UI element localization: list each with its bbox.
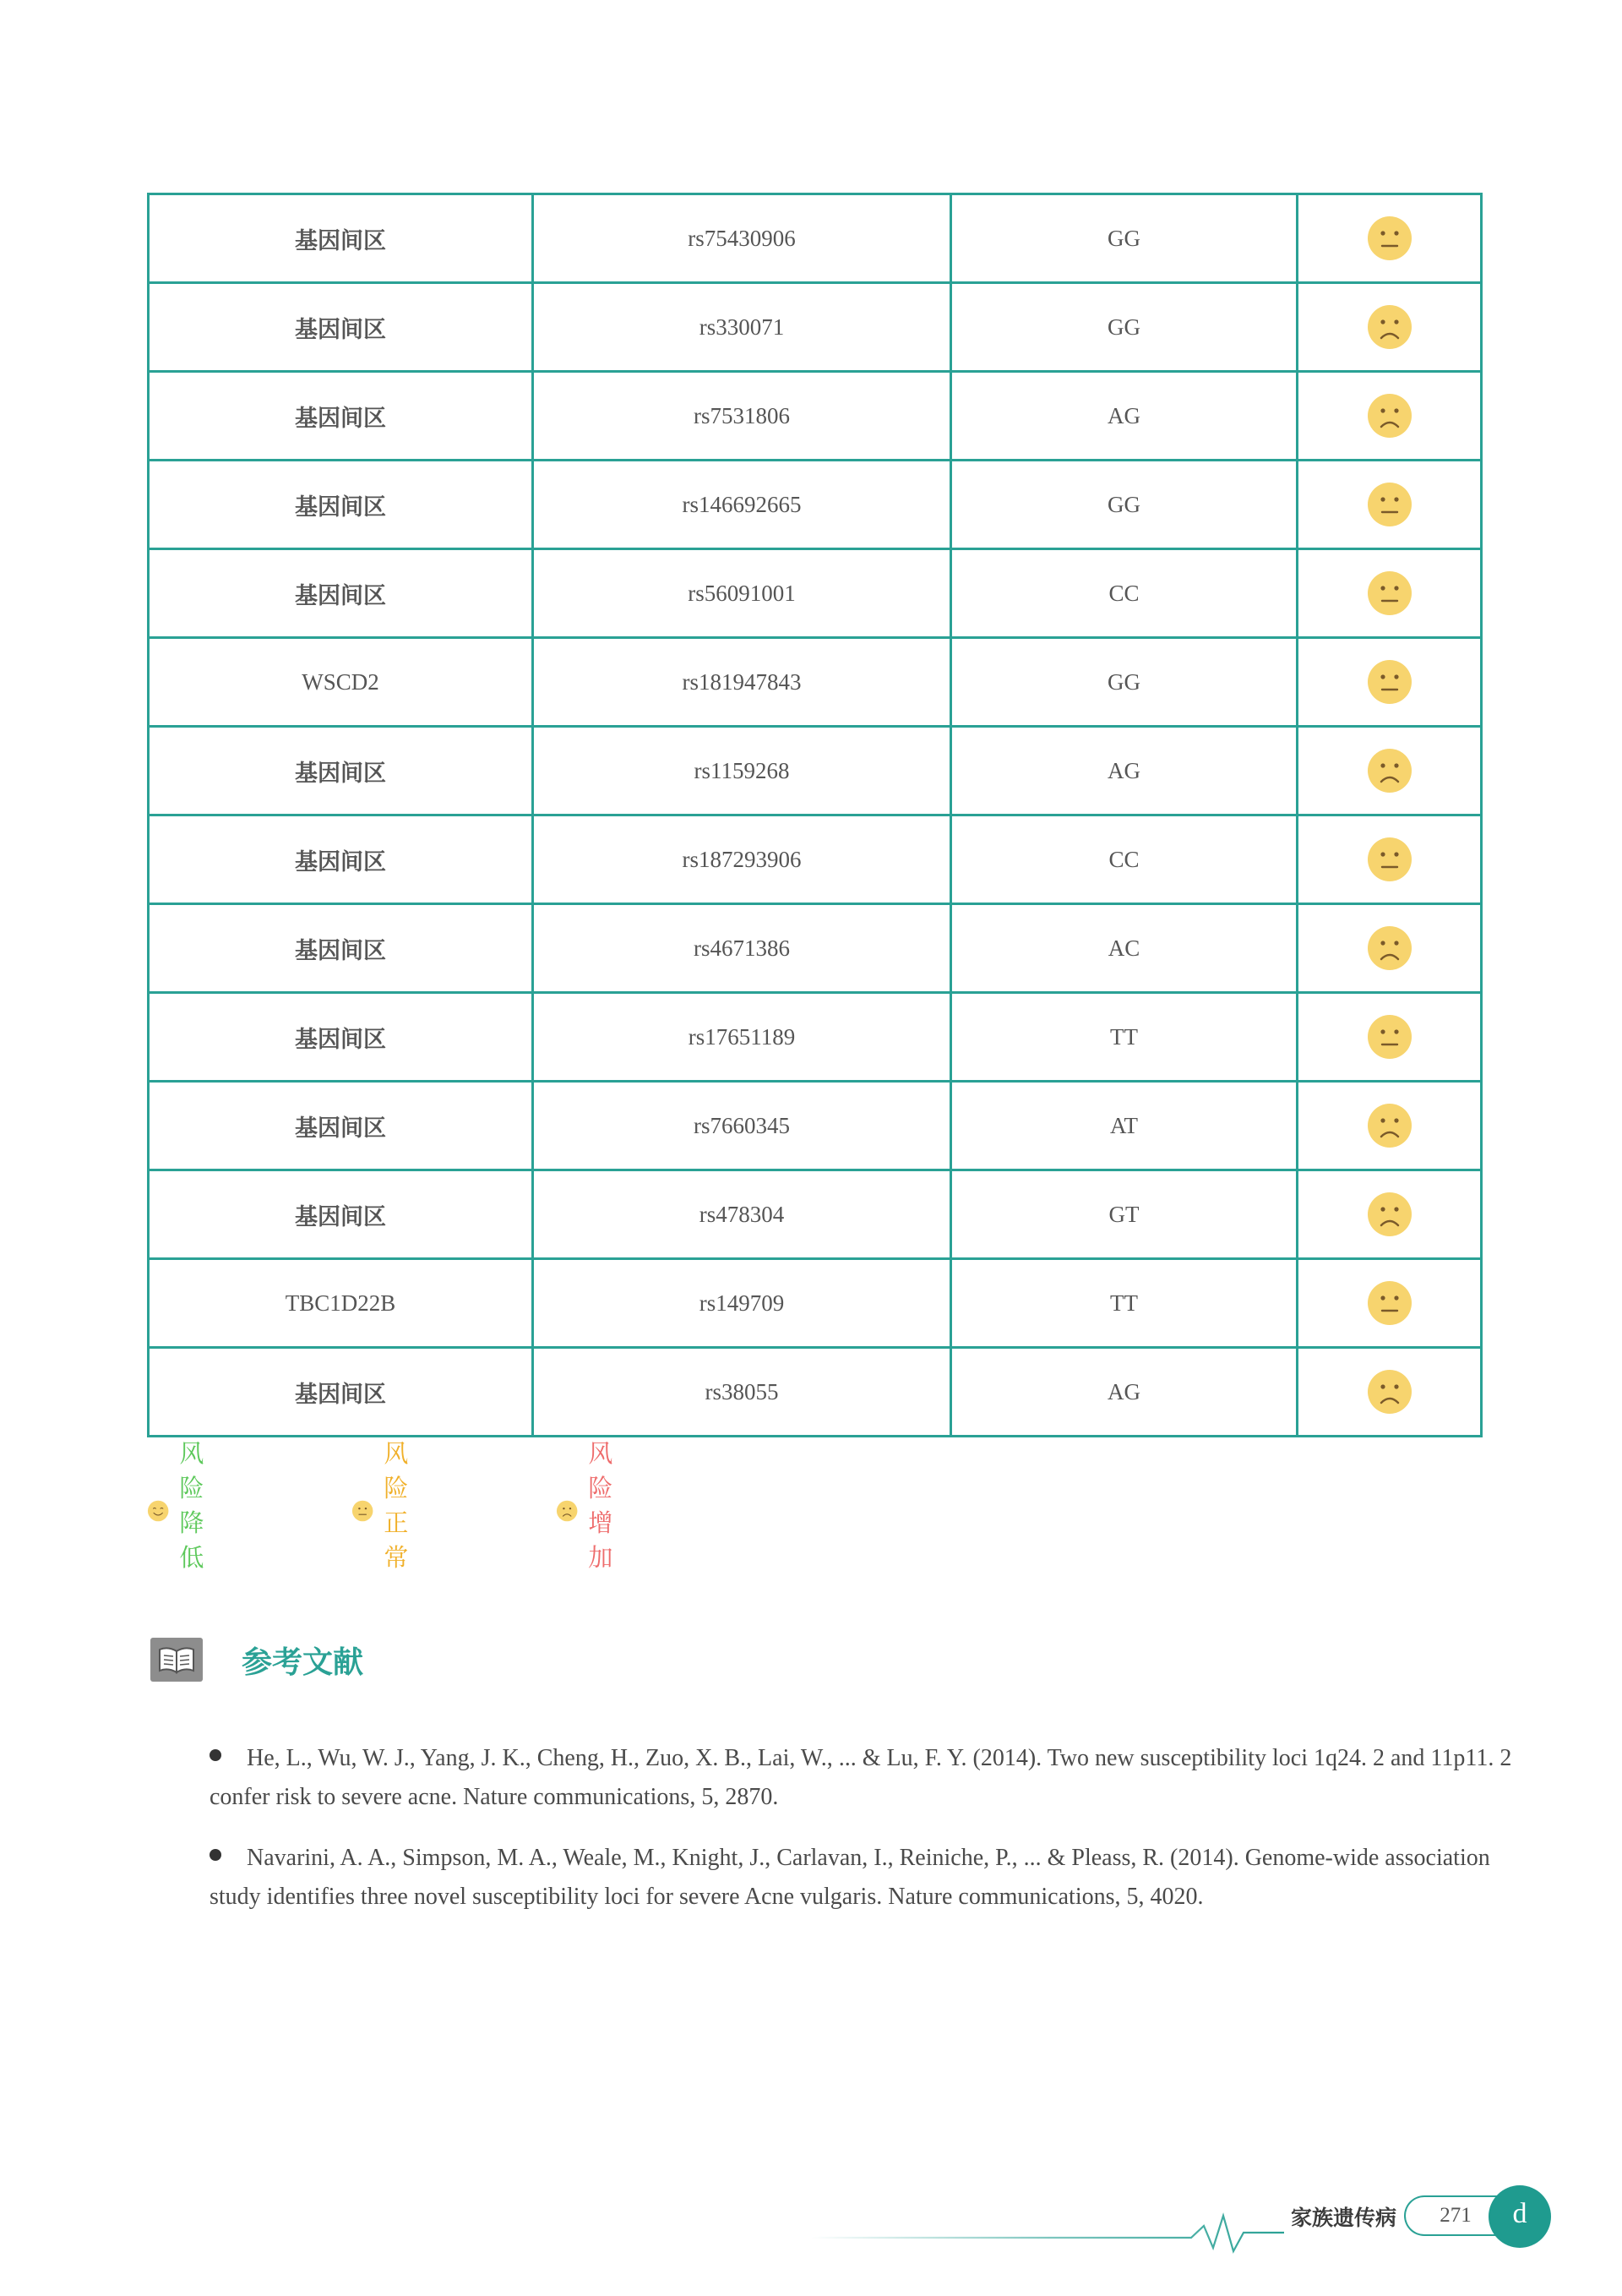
risk-cell bbox=[1298, 283, 1482, 372]
table-row bbox=[149, 283, 1482, 372]
snp-cell: rs187293906 bbox=[533, 815, 951, 904]
sad-face-icon bbox=[1366, 924, 1413, 972]
neutral-face-icon bbox=[1366, 1013, 1413, 1061]
book-icon bbox=[150, 1638, 203, 1682]
table-row bbox=[149, 1348, 1482, 1437]
gene-cell: 基因间区 bbox=[149, 461, 533, 549]
gene-cell: 基因间区 bbox=[149, 1082, 533, 1170]
references-header bbox=[150, 1638, 363, 1682]
legend-normal bbox=[351, 1439, 432, 1572]
genotype-cell: GT bbox=[951, 1170, 1298, 1259]
legend-normal-label: 风险正常 bbox=[384, 1439, 409, 1572]
reference-text: He, L., Wu, W. J., Yang, J. K., Cheng, H., Zuo, X. B., Lai, W., ... & Lu, F. Y. (2014). Two new susceptibility loci 1q24. 2 and 11p11. 2 confer risk to severe acne. Nature communications, 5, 2870. bbox=[210, 1745, 1512, 1810]
table-row bbox=[149, 1259, 1482, 1348]
gene-cell: 基因间区 bbox=[149, 372, 533, 461]
risk-cell bbox=[1298, 815, 1482, 904]
genotype-table-body bbox=[149, 194, 1482, 1437]
legend-increased bbox=[556, 1439, 636, 1572]
genotype-cell: AG bbox=[951, 372, 1298, 461]
sad-face-icon bbox=[1366, 1102, 1413, 1149]
gene-cell: 基因间区 bbox=[149, 727, 533, 815]
table-row bbox=[149, 461, 1482, 549]
snp-cell: rs56091001 bbox=[533, 549, 951, 638]
snp-cell: rs7660345 bbox=[533, 1082, 951, 1170]
gene-cell: WSCD2 bbox=[149, 638, 533, 727]
table-row bbox=[149, 727, 1482, 815]
table-row bbox=[149, 1082, 1482, 1170]
smile-face-icon bbox=[147, 1488, 169, 1534]
risk-cell bbox=[1298, 1348, 1482, 1437]
snp-cell: rs17651189 bbox=[533, 993, 951, 1082]
neutral-face-icon bbox=[1366, 836, 1413, 883]
legend-decreased bbox=[147, 1439, 227, 1572]
bullet-icon bbox=[210, 1849, 221, 1861]
table-row bbox=[149, 372, 1482, 461]
table-row bbox=[149, 1170, 1482, 1259]
table-row bbox=[149, 638, 1482, 727]
genotype-table-wrap bbox=[147, 193, 1480, 1437]
neutral-face-icon bbox=[351, 1488, 373, 1534]
gene-cell: 基因间区 bbox=[149, 904, 533, 993]
snp-cell: rs146692665 bbox=[533, 461, 951, 549]
risk-cell bbox=[1298, 638, 1482, 727]
table-row bbox=[149, 904, 1482, 993]
gene-cell: 基因间区 bbox=[149, 993, 533, 1082]
snp-cell: rs149709 bbox=[533, 1259, 951, 1348]
genotype-cell: TT bbox=[951, 993, 1298, 1082]
snp-cell: rs75430906 bbox=[533, 194, 951, 283]
risk-cell bbox=[1298, 194, 1482, 283]
snp-cell: rs478304 bbox=[533, 1170, 951, 1259]
page-number: 271 bbox=[1404, 2195, 1505, 2236]
neutral-face-icon bbox=[1366, 215, 1413, 262]
neutral-face-icon bbox=[1366, 481, 1413, 528]
sad-face-icon bbox=[556, 1488, 578, 1534]
risk-cell bbox=[1298, 1082, 1482, 1170]
snp-cell: rs1159268 bbox=[533, 727, 951, 815]
genotype-table bbox=[147, 193, 1483, 1437]
risk-cell bbox=[1298, 549, 1482, 638]
snp-cell: rs330071 bbox=[533, 283, 951, 372]
genotype-cell: AG bbox=[951, 1348, 1298, 1437]
section-label: 家族遗传病 bbox=[1291, 2206, 1397, 2230]
risk-cell bbox=[1298, 727, 1482, 815]
reference-item bbox=[210, 1839, 1544, 1917]
section-badge: d bbox=[1489, 2185, 1551, 2248]
gene-cell: 基因间区 bbox=[149, 283, 533, 372]
risk-cell bbox=[1298, 1170, 1482, 1259]
gene-cell: 基因间区 bbox=[149, 815, 533, 904]
snp-cell: rs181947843 bbox=[533, 638, 951, 727]
sad-face-icon bbox=[1366, 392, 1413, 439]
gene-cell: 基因间区 bbox=[149, 1170, 533, 1259]
risk-cell bbox=[1298, 993, 1482, 1082]
references-list bbox=[210, 1739, 1544, 1939]
genotype-cell: TT bbox=[951, 1259, 1298, 1348]
genotype-cell: GG bbox=[951, 638, 1298, 727]
risk-cell bbox=[1298, 372, 1482, 461]
gene-cell: 基因间区 bbox=[149, 1348, 533, 1437]
table-row bbox=[149, 815, 1482, 904]
genotype-cell: GG bbox=[951, 283, 1298, 372]
neutral-face-icon bbox=[1366, 1279, 1413, 1327]
risk-cell bbox=[1298, 904, 1482, 993]
risk-cell bbox=[1298, 461, 1482, 549]
neutral-face-icon bbox=[1366, 570, 1413, 617]
bullet-icon bbox=[210, 1749, 221, 1761]
table-row bbox=[149, 549, 1482, 638]
neutral-face-icon bbox=[1366, 658, 1413, 706]
sad-face-icon bbox=[1366, 1368, 1413, 1415]
sad-face-icon bbox=[1366, 303, 1413, 351]
sad-face-icon bbox=[1366, 1191, 1413, 1238]
snp-cell: rs7531806 bbox=[533, 372, 951, 461]
genotype-cell: CC bbox=[951, 815, 1298, 904]
snp-cell: rs4671386 bbox=[533, 904, 951, 993]
reference-item bbox=[210, 1739, 1544, 1817]
genotype-cell: AC bbox=[951, 904, 1298, 993]
reference-text: Navarini, A. A., Simpson, M. A., Weale, M., Knight, J., Carlavan, I., Reiniche, P., ... & Pleass, R. (2014). Genome-wide association study identifies three novel susceptibility loci for severe Acne vulgaris. Nature communications, 5, 4020. bbox=[210, 1845, 1490, 1910]
page-footer bbox=[0, 2163, 1622, 2296]
sad-face-icon bbox=[1366, 747, 1413, 794]
legend-increased-label: 风险增加 bbox=[588, 1439, 613, 1572]
genotype-cell: AG bbox=[951, 727, 1298, 815]
risk-cell bbox=[1298, 1259, 1482, 1348]
gene-cell: TBC1D22B bbox=[149, 1259, 533, 1348]
gene-cell: 基因间区 bbox=[149, 194, 533, 283]
table-row bbox=[149, 194, 1482, 283]
genotype-cell: GG bbox=[951, 194, 1298, 283]
legend-decreased-label: 风险降低 bbox=[179, 1439, 204, 1572]
gene-cell: 基因间区 bbox=[149, 549, 533, 638]
genotype-cell: AT bbox=[951, 1082, 1298, 1170]
genotype-cell: CC bbox=[951, 549, 1298, 638]
snp-cell: rs38055 bbox=[533, 1348, 951, 1437]
genotype-cell: GG bbox=[951, 461, 1298, 549]
references-title: 参考文献 bbox=[242, 1644, 364, 1680]
table-row bbox=[149, 993, 1482, 1082]
